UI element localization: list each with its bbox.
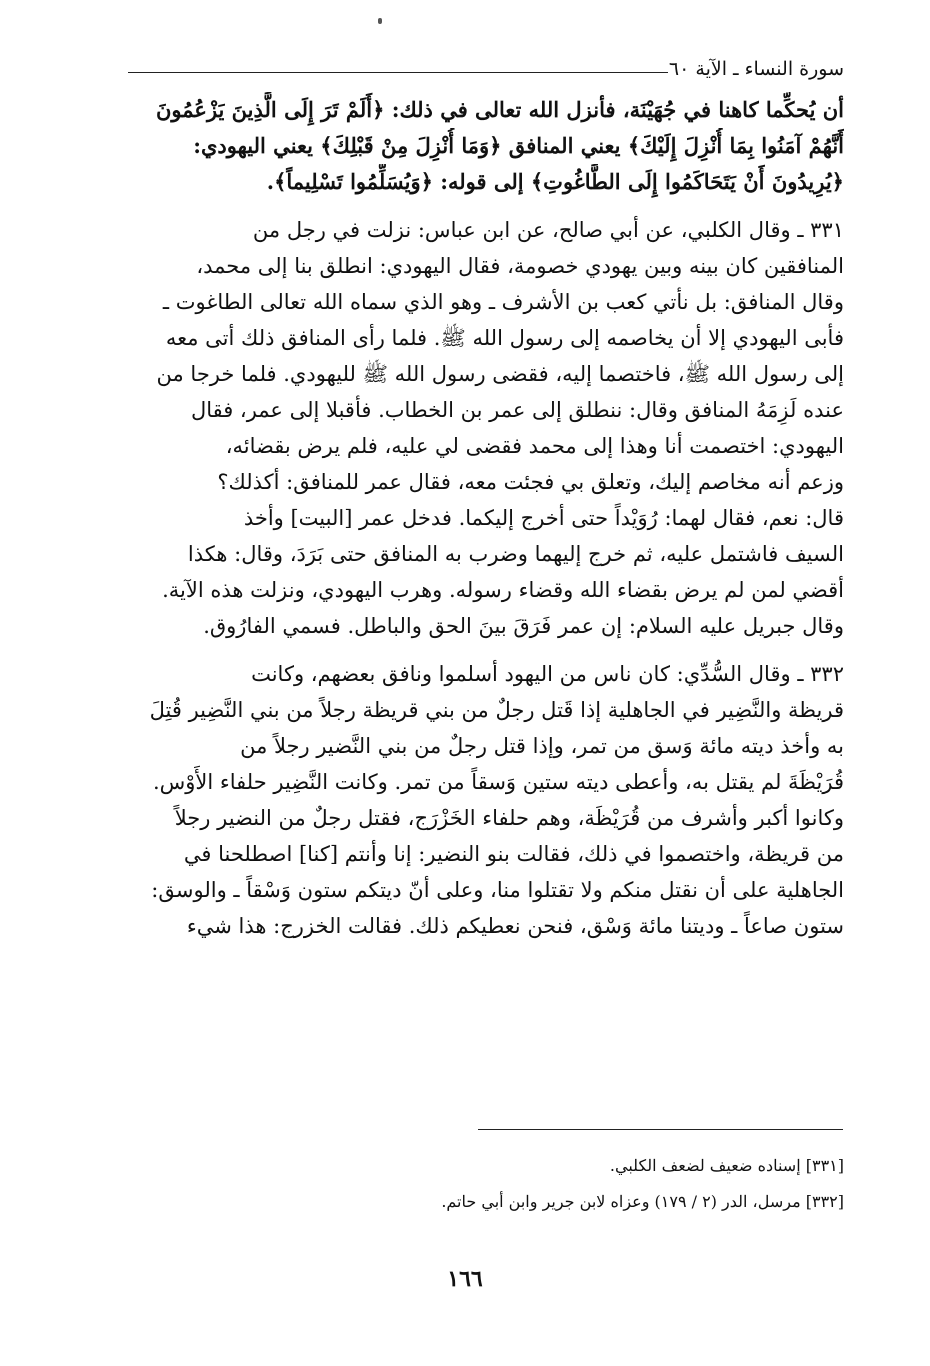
text-line: أقضي لمن لم يرض بقضاء الله وقضاء رسوله. وهرب اليهودي، ونزلت هذه الآية. — [162, 578, 844, 602]
main-text — [128, 92, 844, 944]
page-number: ١٦٦ — [447, 1266, 483, 1292]
running-header — [128, 56, 844, 86]
paragraph-331 — [128, 212, 844, 644]
paragraph-intro — [128, 92, 844, 200]
footnote-332: [٣٣٢] مرسل، الدر (٢ / ١٧٩) وعزاه لابن جرير وابن أبي حاتم. — [441, 1192, 844, 1211]
header-rule — [128, 72, 668, 73]
text-line: أَنَّهُمْ آمَنُوا بِمَا أُنْزِلَ إِلَيْكَ﴾ يعني المنافق ﴿وَمَا أُنْزِلَ مِنْ قَبْلِكَ﴾ يعني اليهودي: — [193, 133, 844, 158]
text-line: اليهودي: اختصمت أنا وهذا إلى محمد فقضى لي عليه، فلم يرض بقضائه، — [225, 434, 844, 458]
scan-speck — [378, 18, 382, 24]
text-line: قريظة والنَّضِير في الجاهلية إذا قَتل رجلٌ من بني قريظة رجلاً من بني النَّضِير قُتِلَ — [149, 698, 844, 722]
text-line: قال: نعم، فقال لهما: رُوَيْداً حتى أخرج إليكما. فدخل عمر [البيت] وأخذ — [243, 506, 844, 530]
text-line: السيف فاشتمل عليه، ثم خرج إليهما وضرب به المنافق حتى بَرَدَ، وقال: هكذا — [187, 542, 844, 566]
text-line: ستون صاعاً ـ وديتنا مائة وَسْق، فنحن نعطيكم ذلك. فقالت الخزرج: هذا شيء — [186, 914, 844, 938]
footnote-331: [٣٣١] إسناده ضعيف لضعف الكلبي. — [609, 1156, 844, 1175]
text-line: وقال المنافق: بل نأتي كعب بن الأشرف ـ وهو الذي سماه الله تعالى الطاغوت ـ — [162, 290, 844, 314]
footnotes — [128, 1148, 844, 1220]
text-line: إلى رسول الله ﷺ، فاختصما إليه، فقضى رسول الله ﷺ لليهودي. فلما خرجا من — [156, 362, 844, 386]
text-line: الجاهلية على أن نقتل منكم ولا تقتلوا منا، وعلى أنّ ديتكم ستون وَسْقاً ـ والوسق: — [151, 878, 844, 902]
text-line: ٣٣١ ـ وقال الكلبي، عن أبي صالح، عن ابن عباس: نزلت في رجل من — [252, 218, 844, 242]
text-line: ٣٣٢ ـ وقال السُّدِّي: كان ناس من اليهود أسلموا ونافق بعضهم، وكانت — [251, 662, 844, 686]
header-title: سورة النساء ـ الآية ٦٠ — [668, 58, 844, 80]
text-line: وقال جبريل عليه السلام: إن عمر فَرَقَ بينَ الحق والباطل. فسمي الفارُوق. — [203, 614, 844, 638]
footnote-rule — [478, 1129, 843, 1130]
text-line: من قريظة، واختصموا في ذلك، فقالت بنو النضير: إنا وأنتم [كنا] اصطلحنا في — [183, 842, 844, 866]
text-line: وكانوا أكبر وأشرف من قُرَيْظَة، وهم حلفاء الخَزْرَج، فقتل رجلٌ من النضير رجلاً — [174, 806, 844, 830]
text-line: فأبى اليهودي إلا أن يخاصمه إلى رسول الله ﷺ. فلما رأى المنافق ذلك أتى معه — [165, 326, 844, 350]
text-line: عنده لَزِمَهُ المنافق وقال: ننطلق إلى عمر بن الخطاب. فأقبلا إلى عمر، فقال — [190, 398, 844, 422]
text-line: قُرَيْظَةَ لم يقتل به، وأعطى ديته ستين وَسقاً من تمر. وكانت النَّضِير حلفاء الأَوْس. — [152, 770, 844, 794]
text-line: المنافقين كان بينه وبين يهودي خصومة، فقال اليهودي: انطلق بنا إلى محمد، — [196, 254, 844, 278]
text-line: أن يُحكِّما كاهنا في جُهَيْنَة، فأنزل الله تعالى في ذلك: ﴿أَلَمْ تَرَ إِلَى الَّذِينَ يَزْعُمُونَ — [156, 97, 844, 122]
text-line: ﴿يُرِيدُونَ أَنْ يَتَحَاكَمُوا إِلَى الطَّاغُوتِ﴾ إلى قوله: ﴿وَيُسَلِّمُوا تَسْلِيماً﴾. — [266, 169, 844, 194]
text-line: به وأخذ ديته مائة وَسق من تمر، وإذا قتل رجلٌ من بني النَّضير رجلاً من — [240, 734, 844, 758]
paragraph-332 — [128, 656, 844, 944]
text-line: وزعم أنه مخاصم إليك، وتعلق بي فجئت معه، فقال عمر للمنافق: أكذلك؟ — [217, 470, 844, 494]
